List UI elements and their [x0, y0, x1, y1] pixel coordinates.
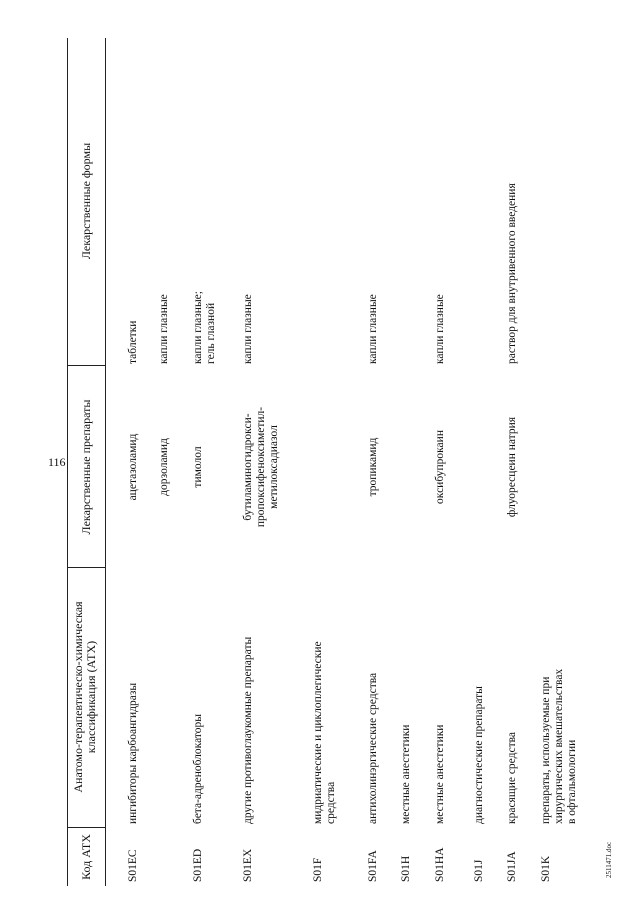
header-divider: [67, 365, 105, 366]
header-code: Код АТХ: [79, 834, 93, 880]
table-top-rule: [67, 38, 68, 886]
cell-drug: флуоресцеин натрия: [506, 416, 518, 518]
cell-code: S01FA: [367, 850, 379, 882]
cell-code: S01JA: [506, 851, 518, 882]
cell-name: препараты, используемые при хирургических вмешательствах в офтальмологии: [540, 668, 578, 824]
header-bottom-rule: [105, 38, 106, 886]
cell-form: капли глазные; гель глазной: [192, 291, 217, 364]
cell-name: мидриатические и циклоплегические средства: [312, 641, 337, 824]
cell-form: капли глазные: [434, 294, 446, 364]
header-drugs: Лекарственные препараты: [79, 399, 93, 535]
header-classification: Анатомо-терапевтическо-химическая классификация (АТХ): [71, 601, 98, 793]
cell-drug: оксибупрокаин: [434, 430, 446, 504]
page-number: 116: [48, 455, 66, 469]
cell-form: капли глазные: [367, 294, 379, 364]
cell-form: раствор для внутривенного введения: [506, 183, 518, 364]
cell-name: ингибиторы карбоангидразы: [127, 682, 139, 824]
cell-code: S01H: [400, 855, 412, 882]
cell-name: другие противоглаукомные препараты: [242, 636, 254, 824]
cell-code: S01K: [540, 855, 552, 882]
cell-code: S01ED: [192, 848, 204, 882]
cell-code: S01F: [312, 857, 324, 882]
cell-drug: ацетазоламид: [127, 433, 139, 501]
cell-drug: дорзоламид: [158, 438, 170, 496]
cell-name: местные анестетики: [434, 724, 446, 824]
cell-drug: тропикамид: [367, 437, 379, 497]
cell-form: таблетки: [127, 320, 139, 364]
cell-code: S01J: [473, 859, 485, 882]
cell-code: S01HA: [434, 847, 446, 882]
header-forms: Лекарственные формы: [79, 142, 93, 260]
cell-drug: тимолол: [192, 446, 204, 488]
cell-name: бета-адреноблокаторы: [192, 714, 204, 824]
cell-code: S01EC: [127, 849, 139, 882]
cell-name: диагностические препараты: [473, 686, 485, 824]
cell-form: капли глазные: [158, 294, 170, 364]
cell-name: антихолинэргические средства: [367, 672, 379, 824]
cell-form: капли глазные: [242, 294, 254, 364]
rotated-table: [0, 26, 640, 886]
cell-name: красящие средства: [506, 732, 518, 824]
cell-name: местные анестетики: [400, 724, 412, 824]
document-filename: 2511471.doc: [605, 841, 613, 878]
cell-code: S01EX: [242, 848, 254, 882]
cell-drug: бутиламиногидрокси- пропоксифеноксиметил- метилоксадиазол: [242, 406, 280, 528]
header-divider: [67, 567, 105, 568]
